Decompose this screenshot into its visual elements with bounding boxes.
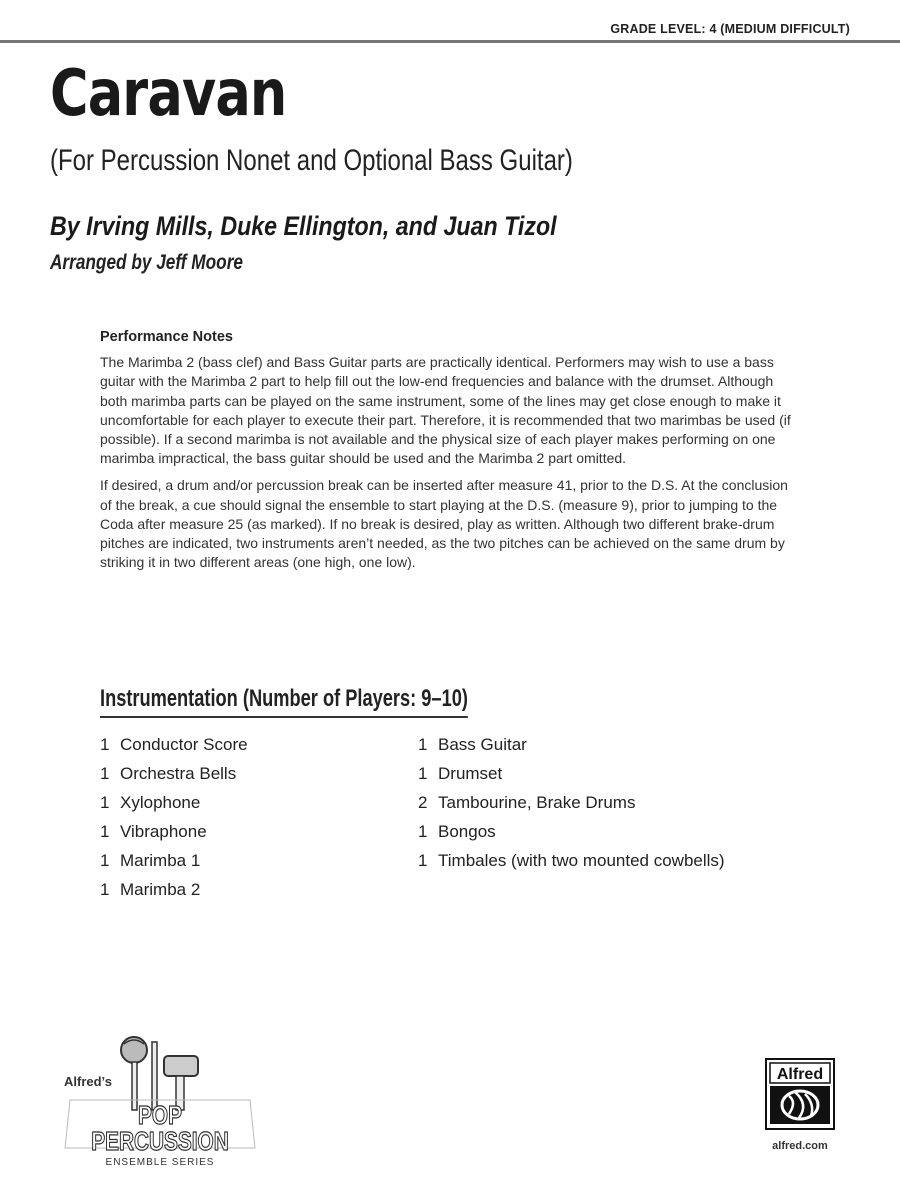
performance-notes [100,328,800,580]
instrument-name: Tambourine, Brake Drums [438,793,636,812]
publisher-url[interactable]: alfred.com [772,1140,828,1152]
instrument-item [100,788,248,817]
instrument-name: Marimba 1 [120,851,201,870]
instrument-item [418,759,725,788]
performance-notes-heading: Performance Notes [100,329,233,345]
instrument-item [100,875,248,904]
instrument-item [100,846,248,875]
instrument-list-left [100,730,248,904]
performance-notes-paragraph: If desired, a drum and/or percussion break can be inserted after measure 41, prior to the D.S. At the conclusion of the break, a cue should signal the ensemble to start playing at the D.S. (measure 9), prior to jumping to the Coda after measure 25 (as marked). If no break is desired, play as written. Although two different brake-drum pitches are indicated, two instruments aren’t needed, as the two pitches can be achieved on the same drum by striking it in two different areas (one high, one low). [100,477,788,571]
instrument-qty: 1 [418,764,428,783]
instrument-qty: 1 [100,793,110,812]
instrument-name: Orchestra Bells [120,764,237,783]
instrument-qty: 1 [100,764,110,783]
alfred-logo-icon [765,1058,835,1130]
composers-byline: By Irving Mills, Duke Ellington, and Juan Tizol [50,211,557,241]
grade-level: GRADE LEVEL: 4 (MEDIUM DIFFICULT) [610,22,850,36]
instrument-qty: 1 [418,735,428,754]
series-tagline: ENSEMBLE SERIES [105,1157,215,1168]
instrument-item [418,846,725,875]
instrument-name: Vibraphone [120,822,207,841]
instrumentation-heading: Instrumentation (Number of Players: 9–10) [100,684,468,718]
series-name: POP PERCUSSION [91,1100,229,1156]
subtitle: (For Percussion Nonet and Optional Bass Guitar) [50,144,573,177]
instrument-item [100,817,248,846]
alfred-logo-text: Alfred [776,1066,824,1083]
instrument-qty: 1 [100,822,110,841]
instrument-name: Bongos [438,822,496,841]
instrument-item [418,730,725,759]
instrument-name: Marimba 2 [120,880,201,899]
performance-notes-paragraph: The Marimba 2 (bass clef) and Bass Guitar parts are practically identical. Performers may wish to use a bass guitar with the Marimba 2 part to help fill out the low-end frequencies and balance with the drumset. Although both marimba parts can be played on the same instrument, some of the lines may get close enough to make it uncomfortable for each player to execute their part. Therefore, it is recommended that two marimbas be used (if possible). If a second marimba is not available and the physical size of each player makes performing on one marimba impractical, the bass guitar should be used and the Marimba 2 part omitted. [100,354,791,467]
instrument-qty: 1 [100,851,110,870]
instrument-qty: 1 [100,880,110,899]
instrument-name: Bass Guitar [438,735,527,754]
header-rule [0,40,900,43]
instrument-qty: 1 [100,735,110,754]
page-title: Caravan [50,57,287,131]
instrument-name: Drumset [438,764,503,783]
instrument-item [100,759,248,788]
instrument-qty: 2 [418,793,428,812]
arranger-credit: Arranged by Jeff Moore [50,251,243,274]
instrument-qty: 1 [418,822,428,841]
instrument-list-right [418,730,725,875]
instrument-name: Timbales (with two mounted cowbells) [438,851,725,870]
instrument-item [100,730,248,759]
instrument-qty: 1 [418,851,428,870]
instrument-item [418,788,725,817]
instrument-name: Xylophone [120,793,201,812]
series-name-block [60,1102,260,1168]
series-publisher: Alfred’s [64,1074,112,1089]
instrument-item [418,817,725,846]
instrument-name: Conductor Score [120,735,248,754]
